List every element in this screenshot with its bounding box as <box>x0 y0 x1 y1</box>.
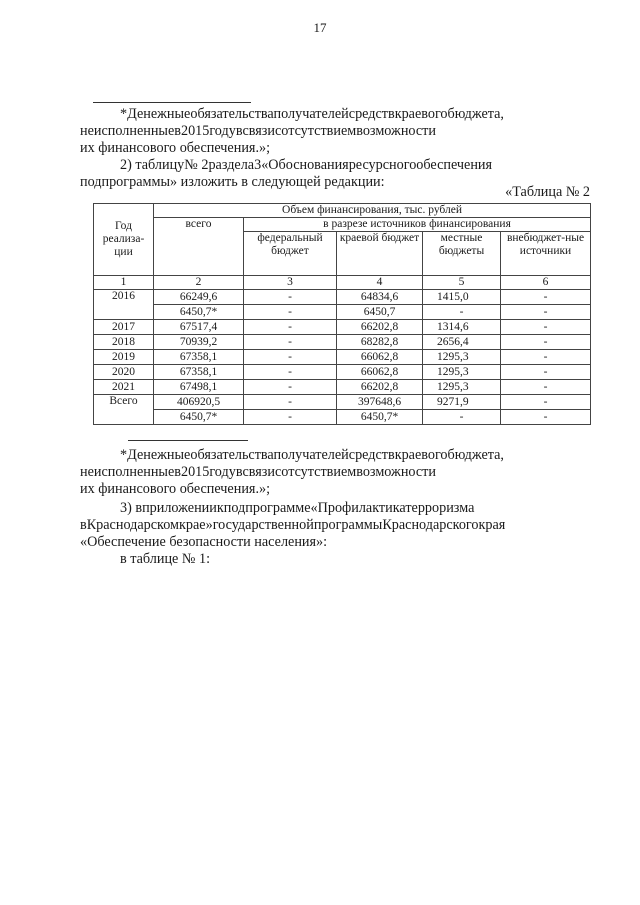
table-row-2017 <box>94 320 591 335</box>
federal-cell: - <box>244 380 337 395</box>
amendment-item-3-table-ref: в таблице № 1: <box>120 551 211 567</box>
word: 2015 <box>180 464 210 480</box>
footnote-bottom-line-1 <box>120 447 590 464</box>
word: 2) таблицу <box>120 157 185 173</box>
table-row-2019 <box>94 350 591 365</box>
federal-cell: - <box>244 365 337 380</box>
table-row-2020 <box>94 365 591 380</box>
word: средств <box>348 106 395 122</box>
footnote-separator-top <box>93 102 251 103</box>
word: раздела <box>208 157 255 173</box>
word: отсутствием <box>281 123 357 139</box>
word: обеспечения <box>416 157 493 173</box>
word: в <box>80 517 87 533</box>
total-cell: 66249,6 <box>154 290 244 305</box>
column-index: 1 <box>94 276 154 290</box>
regional-cell: 66202,8 <box>337 320 423 335</box>
extra-cell: - <box>501 290 591 305</box>
amendment-item-3 <box>80 500 590 568</box>
word: краевого <box>394 106 448 122</box>
word: бюджета, <box>447 447 504 463</box>
regional-cell: 397648,6 <box>337 395 423 410</box>
word: связи <box>242 123 275 139</box>
word: краевого <box>394 447 448 463</box>
word: с <box>274 464 282 480</box>
regional-cell: 6450,7* <box>337 410 423 425</box>
word: с <box>274 123 282 139</box>
total-cell: 67358,1 <box>154 365 244 380</box>
total-cell: 70939,2 <box>154 335 244 350</box>
word: возможности <box>356 464 436 480</box>
word: возможности <box>356 123 436 139</box>
header-federal: федеральный бюджет <box>244 232 337 276</box>
regional-cell: 64834,6 <box>337 290 423 305</box>
word: обязательства <box>190 106 274 122</box>
regional-cell: 66062,8 <box>337 350 423 365</box>
federal-cell: - <box>244 395 337 410</box>
year-cell: 2018 <box>94 335 154 350</box>
word: получателей <box>273 106 349 122</box>
word: № 2 <box>184 157 209 173</box>
header-total: всего <box>154 218 244 276</box>
word: *Денежные <box>120 447 191 463</box>
word: Краснодарском <box>86 517 180 533</box>
word: исполненные <box>93 123 175 139</box>
header-local: местные бюджеты <box>423 232 501 276</box>
amendment-item-2-line-1 <box>120 157 590 174</box>
local-cell: 1295,3 <box>423 365 501 380</box>
word: подпрограмме <box>223 500 311 516</box>
word: обязательства <box>190 447 274 463</box>
word: получателей <box>273 447 349 463</box>
extra-cell: - <box>501 305 591 320</box>
local-cell: 1295,3 <box>423 380 501 395</box>
federal-cell: - <box>244 350 337 365</box>
word: программы <box>313 517 383 533</box>
local-cell: 1415,0 <box>423 290 501 305</box>
header-regional: краевой бюджет <box>337 232 423 276</box>
total-cell: 67498,1 <box>154 380 244 395</box>
column-index: 6 <box>501 276 591 290</box>
word: Краснодарского <box>382 517 479 533</box>
word: приложении <box>142 500 217 516</box>
column-index-row <box>94 276 591 290</box>
table-row-total <box>94 395 591 410</box>
footnote-top-line-1 <box>120 106 590 123</box>
word: крае» <box>179 517 213 533</box>
year-cell: 2019 <box>94 350 154 365</box>
year-cell: 2020 <box>94 365 154 380</box>
word: *Денежные <box>120 106 191 122</box>
word: края <box>478 517 506 533</box>
total-cell: 67517,4 <box>154 320 244 335</box>
extra-cell: - <box>501 395 591 410</box>
header-year: Год реализа-ции <box>94 204 154 276</box>
federal-cell: - <box>244 410 337 425</box>
extra-cell: - <box>501 335 591 350</box>
table-row-2018 <box>94 335 591 350</box>
extra-cell: - <box>501 410 591 425</box>
federal-cell: - <box>244 320 337 335</box>
word: средств <box>348 447 395 463</box>
table-row-2016 <box>94 290 591 305</box>
table-caption: «Таблица № 2 <box>505 184 590 200</box>
extra-cell: - <box>501 320 591 335</box>
amendment-item-2-line-2: подпрограммы» изложить в следующей редакции: <box>80 174 385 190</box>
year-cell: 2021 <box>94 380 154 395</box>
year-cell: Всего <box>94 395 154 425</box>
year-cell: 2016 <box>94 290 154 320</box>
word: не <box>80 123 94 139</box>
local-cell: - <box>423 305 501 320</box>
word: 2015 <box>180 123 210 139</box>
footnote-top-line-3: их финансового обеспечения.»; <box>80 140 271 156</box>
word: году <box>209 123 236 139</box>
word: бюджета, <box>447 106 504 122</box>
local-cell: - <box>423 410 501 425</box>
word: исполненные <box>93 464 175 480</box>
footnote-top-line-2 <box>80 123 590 140</box>
regional-cell: 68282,8 <box>337 335 423 350</box>
word: «Профилактика <box>310 500 406 516</box>
regional-cell: 66202,8 <box>337 380 423 395</box>
amendment-item-3-line-1 <box>120 500 590 517</box>
column-index: 4 <box>337 276 423 290</box>
column-index: 5 <box>423 276 501 290</box>
table-row-2021 <box>94 380 591 395</box>
header-volume: Объем финансирования, тыс. рублей <box>154 204 591 218</box>
footnote-bottom-line-2 <box>80 464 590 481</box>
table-row-2016-obligations <box>94 305 591 320</box>
word: в <box>174 123 181 139</box>
extra-cell: - <box>501 350 591 365</box>
year-cell: 2017 <box>94 320 154 335</box>
word: году <box>209 464 236 480</box>
word: терроризма <box>405 500 475 516</box>
header-sources: в разрезе источников финансирования <box>244 218 591 232</box>
word: «Обоснования <box>261 157 349 173</box>
word: 3) в <box>120 500 143 516</box>
federal-cell: - <box>244 335 337 350</box>
word: к <box>216 500 224 516</box>
extra-cell: - <box>501 365 591 380</box>
funding-table <box>93 203 591 425</box>
word: не <box>80 464 94 480</box>
total-cell: 406920,5 <box>154 395 244 410</box>
total-cell: 6450,7* <box>154 305 244 320</box>
footnote-bottom <box>80 447 590 498</box>
local-cell: 2656,4 <box>423 335 501 350</box>
regional-cell: 6450,7 <box>337 305 423 320</box>
extra-cell: - <box>501 380 591 395</box>
total-cell: 67358,1 <box>154 350 244 365</box>
footnote-top <box>80 106 590 157</box>
header-extrabudgetary: внебюджет-ные источники <box>501 232 591 276</box>
table-row-total-obligations <box>94 410 591 425</box>
amendment-item-3-line-2 <box>80 517 590 534</box>
footnote-bottom-line-3: их финансового обеспечения.»; <box>80 481 271 497</box>
amendment-item-3-line-3: «Обеспечение безопасности населения»: <box>80 534 328 550</box>
regional-cell: 66062,8 <box>337 365 423 380</box>
word: в <box>235 464 243 480</box>
page-number: 17 <box>313 20 327 35</box>
local-cell: 1314,6 <box>423 320 501 335</box>
word: государственной <box>212 517 314 533</box>
column-index: 3 <box>244 276 337 290</box>
word: отсутствием <box>281 464 357 480</box>
federal-cell: - <box>244 305 337 320</box>
federal-cell: - <box>244 290 337 305</box>
footnote-separator-bottom <box>128 440 248 441</box>
local-cell: 9271,9 <box>423 395 501 410</box>
total-cell: 6450,7* <box>154 410 244 425</box>
word: ресурсного <box>348 157 417 173</box>
column-index: 2 <box>154 276 244 290</box>
word: связи <box>242 464 275 480</box>
word: в <box>174 464 181 480</box>
local-cell: 1295,3 <box>423 350 501 365</box>
word: 3 <box>254 157 262 173</box>
word: в <box>235 123 243 139</box>
